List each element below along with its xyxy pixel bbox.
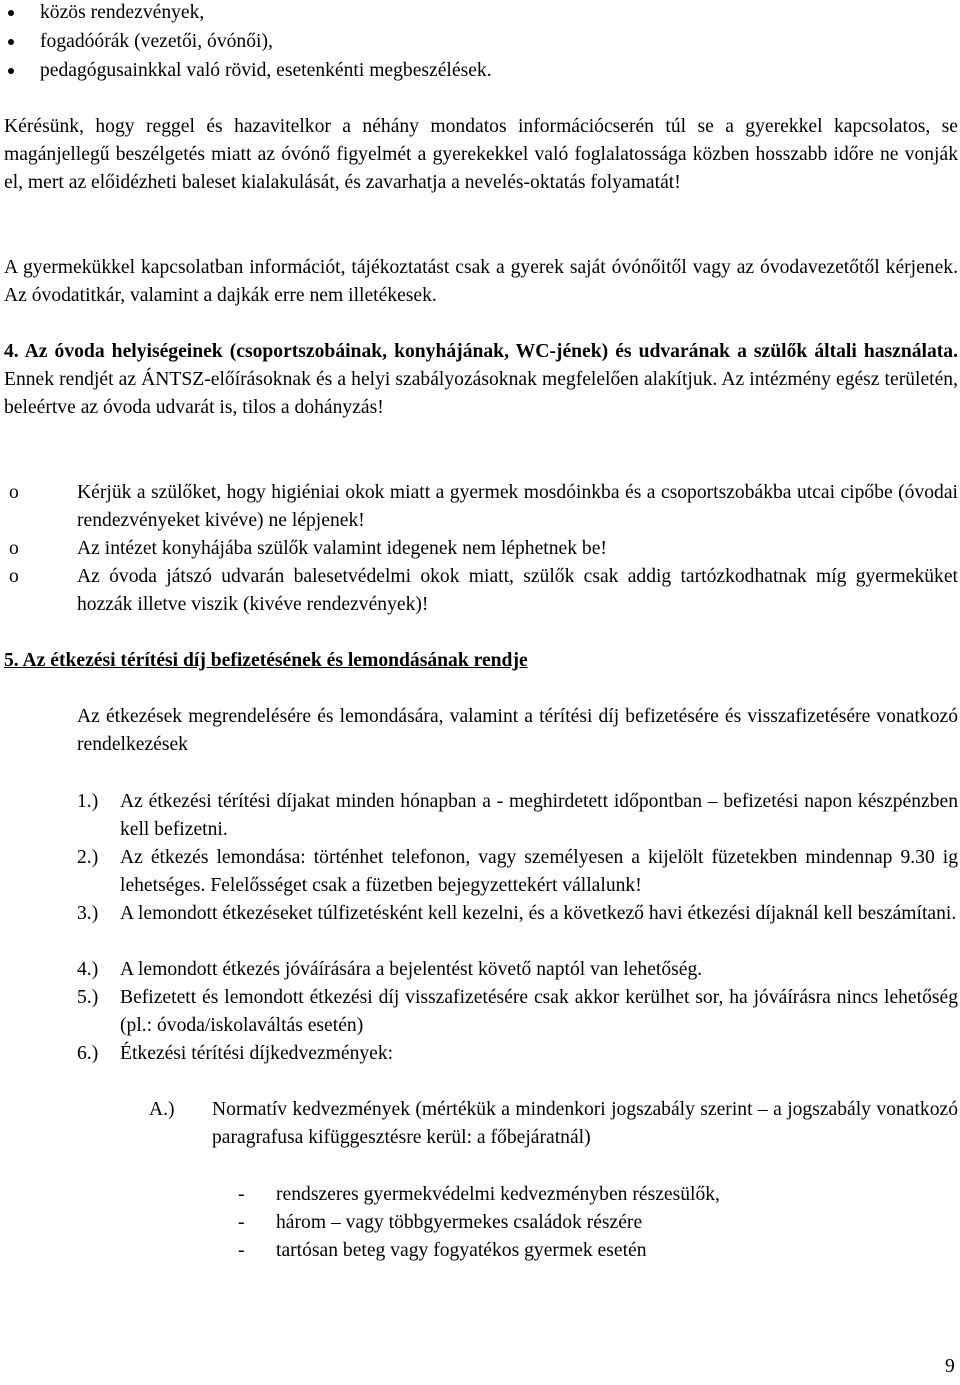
numbered-item: A lemondott étkezéseket túlfizetésként kell kezelni, és a következő havi étkezési díjaknál kell beszámítani. [120, 903, 957, 924]
item-number: 2.) [77, 847, 99, 868]
section-4-text: Ennek rendjét az ÁNTSZ-előírásoknak és a helyi szabályozásoknak megfelelően alakítjuk. Az intézmény egész területén, beleértve az óvoda udvarát is, tilos a dohányzás! [4, 369, 958, 418]
dash-item: három – vagy többgyermekes családok részére [276, 1212, 643, 1233]
bullet-icon [8, 68, 14, 74]
circle-marker-icon: o [9, 538, 19, 559]
item-number: 3.) [77, 903, 99, 924]
section-4-heading: 4. Az óvoda helyiségeinek (csoportszobáinak, konyhájának, WC-jének) és udvarának a szülők általi használata. [4, 341, 958, 362]
item-number: 4.) [77, 959, 99, 980]
item-number: 6.) [77, 1043, 99, 1064]
dash-marker-icon: - [238, 1240, 245, 1261]
item-number: 5.) [77, 987, 99, 1008]
bullet-item: közös rendezvények, [40, 2, 205, 23]
dash-item: rendszeres gyermekvédelmi kedvezményben részesülők, [276, 1184, 720, 1205]
bullet-item: pedagógusainkkal való rövid, esetenkénti megbeszélések. [40, 60, 492, 81]
numbered-item: A lemondott étkezés jóváírására a bejelentést követő naptól van lehetőség. [120, 959, 703, 980]
numbered-item: Étkezési térítési díjkedvezmények: [120, 1043, 394, 1064]
section-5-heading: 5. Az étkezési térítési díj befizetésének és lemondásának rendje [4, 650, 528, 671]
bullet-icon [8, 10, 14, 16]
numbered-item: Az étkezés lemondása: történhet telefonon, vagy személyesen a kijelölt füzetekben mindennap 9.30 ig lehetséges. Felelősséget csak a füzetben bejegyzettekért vállalunk! [120, 847, 958, 896]
paragraph-request: Kérésünk, hogy reggel és hazavitelkor a néhány mondatos információcserén túl se a gyerekkel kapcsolatos, se magánjellegű beszélgetés miatt az óvónő figyelmét a gyerekekkel való foglalatossága közben hosszabb időre ne vonják el, mert az előidézheti baleset kialakulását, és zavarhatja a nevelés-oktatás folyamatát! [4, 116, 958, 193]
bullet-icon [8, 39, 14, 45]
section-4 [4, 338, 958, 422]
bullet-item: fogadóórák (vezetői, óvónői), [40, 31, 273, 52]
circle-marker-icon: o [9, 566, 19, 587]
section-5-intro: Az étkezések megrendelésére és lemondására, valamint a térítési díj befizetésére és visszafizetésére vonatkozó rendelkezések [77, 706, 958, 755]
dash-marker-icon: - [238, 1184, 245, 1205]
circle-marker-icon: o [9, 482, 19, 503]
dash-marker-icon: - [238, 1212, 245, 1233]
item-number: 1.) [77, 791, 99, 812]
circle-item: Az óvoda játszó udvarán balesetvédelmi okok miatt, szülők csak addig tartózkodhatnak míg gyermeküket hozzák illetve viszik (kivéve rendezvények)! [77, 566, 958, 615]
sub-a-label: A.) [149, 1099, 175, 1120]
sub-a-text: Normatív kedvezmények (mértékük a mindenkori jogszabály szerint – a jogszabály vonatkozó paragrafusa kifüggesztésre kerül: a főbejáratnál) [212, 1099, 958, 1148]
circle-item: Kérjük a szülőket, hogy higiéniai okok miatt a gyermek mosdóinkba és a csoportszobákba utcai cipőbe (óvodai rendezvényeket kivéve) ne lépjenek! [77, 482, 958, 531]
paragraph-information: A gyermekükkel kapcsolatban információt, tájékoztatást csak a gyerek saját óvónőitől vagy az óvodavezetőtől kérjenek. Az óvodatitkár, valamint a dajkák erre nem illetékesek. [4, 257, 958, 306]
numbered-item: Az étkezési térítési díjakat minden hónapban a - meghirdetett időpontban – befizetési napon készpénzben kell befizetni. [120, 791, 958, 840]
circle-item: Az intézet konyhájába szülők valamint idegenek nem léphetnek be! [77, 538, 607, 559]
dash-item: tartósan beteg vagy fogyatékos gyermek esetén [276, 1240, 647, 1261]
page-number: 9 [945, 1356, 955, 1377]
numbered-item: Befizetett és lemondott étkezési díj visszafizetésére csak akkor kerülhet sor, ha jóváírásra nincs lehetőség (pl.: óvoda/iskolaváltás esetén) [120, 987, 958, 1036]
